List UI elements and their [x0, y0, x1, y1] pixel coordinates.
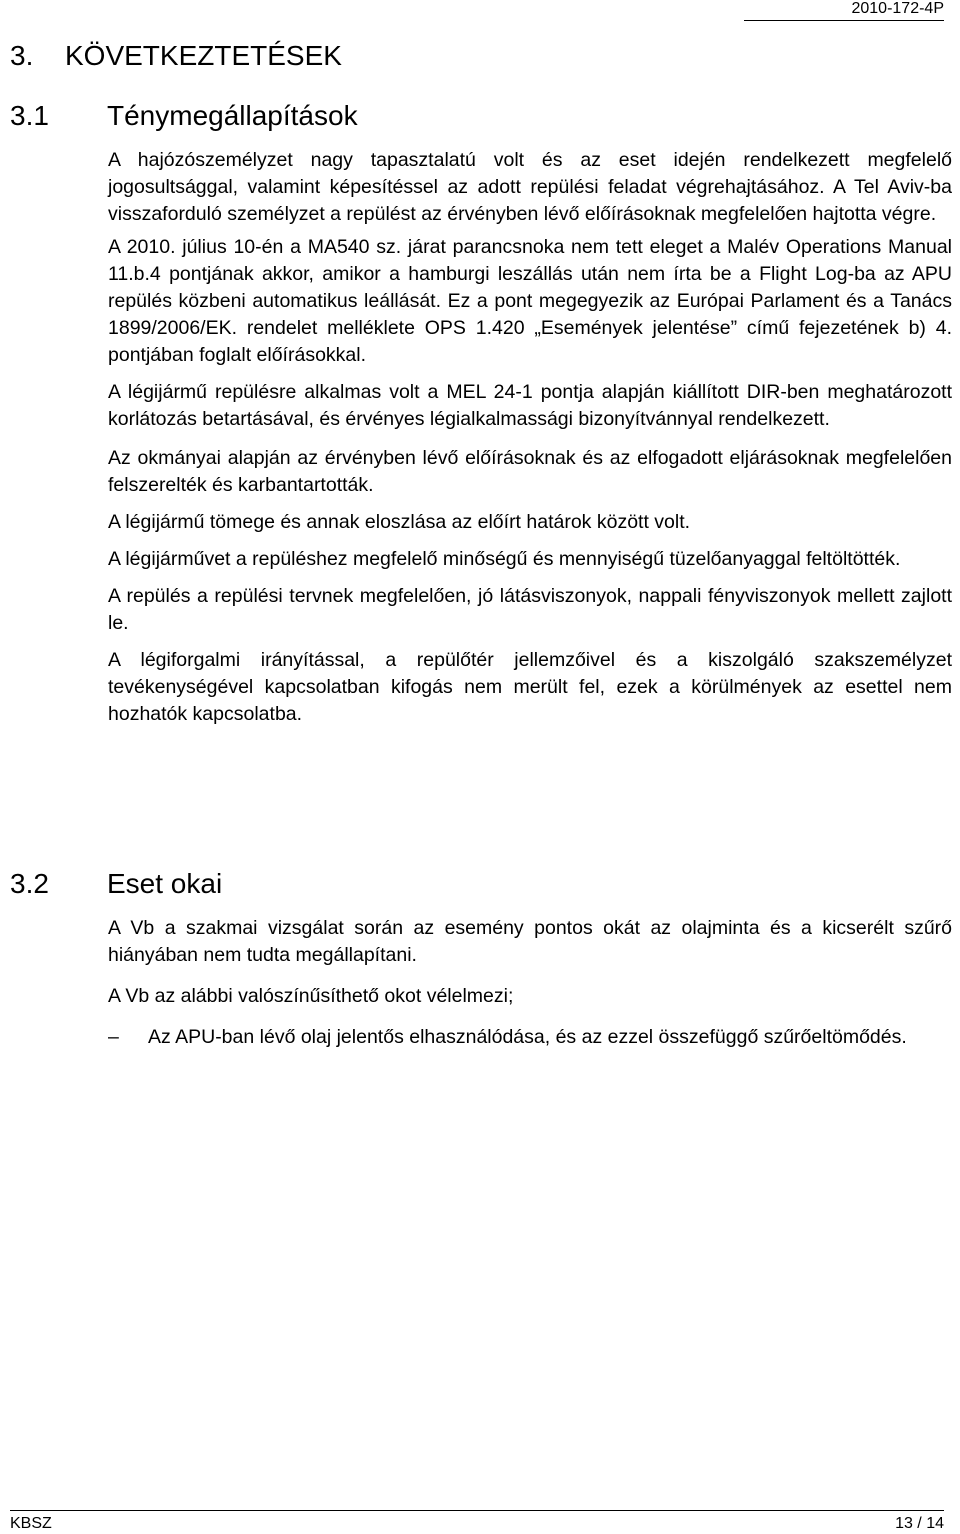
paragraph: A repülés a repülési tervnek megfelelően, jó látásviszonyok, nappali fényviszonyok mellett zajlott le. — [108, 585, 952, 634]
paragraph: A Vb az alábbi valószínűsíthető okot vélelmezi; — [108, 985, 514, 1007]
page-number: 13 / 14 — [895, 1515, 944, 1532]
dash-bullet: – — [108, 1026, 119, 1048]
section-causes-body — [108, 915, 952, 1051]
section-number: 3.2 — [10, 868, 49, 899]
paragraph: A légijárművet a repüléshez megfelelő minőségű és mennyiségű tüzelőanyaggal feltöltötték. — [108, 548, 901, 570]
paragraph: Az okmányai alapján az érvényben lévő előírásoknak és az elfogadott eljárásoknak megfelelően felszerelték és karbantartották. — [108, 447, 952, 496]
section-facts-body — [108, 147, 952, 728]
section-title: Eset okai — [107, 868, 223, 899]
page-footer — [10, 1510, 944, 1532]
paragraph: A 2010. július 10-én a MA540 sz. járat parancsnoka nem tett eleget a Malév Operations Manual 11.b.4 pontjának akkor, amikor a hamburgi leszállás után nem írta be a Flight Log-ba az APU repülés közbeni automatikus leállását. Ez a pont megegyezik az Európai Parlament és a Tanács 1899/2006/EK. rendelet melléklete OPS 1.420 „Események jelentése” című fejezetének b) 4. pontjában foglalt előírásokkal. — [108, 236, 952, 366]
paragraph: A hajózószemélyzet nagy tapasztalatú volt és az eset idején rendelkezett megfelelő jogosultsággal, valamint képesítéssel az adott repülési feladat végrehajtásához. A Tel Aviv-ba visszaforduló személyzet a repülést az érvényben lévő előírásoknak megfelelően hajtotta végre. — [108, 149, 952, 225]
list-item — [108, 1024, 952, 1051]
chapter-title: KÖVETKEZTETÉSEK — [65, 40, 342, 71]
section-number: 3.1 — [10, 100, 49, 131]
paragraph: A légijármű tömege és annak eloszlása az előírt határok között volt. — [108, 511, 691, 533]
paragraph: A Vb a szakmai vizsgálat során az esemény pontos okát az olajminta és a kicserélt szűrő hiányában nem tudta megállapítani. — [108, 917, 952, 966]
chapter-heading — [10, 40, 342, 72]
section-title: Ténymegállapítások — [107, 100, 358, 131]
paragraph: A légijármű repülésre alkalmas volt a MEL 24-1 pontja alapján kiállított DIR-ben meghatározott korlátozás betartásával, és érvényes légialkalmassági bizonyítvánnyal rendelkezett. — [108, 381, 952, 430]
footer-org: KBSZ — [10, 1515, 52, 1532]
section-heading-facts — [10, 100, 358, 132]
document-id: 2010-172-4P — [744, 0, 944, 21]
section-heading-causes — [10, 868, 222, 900]
list-item-text: Az APU-ban lévő olaj jelentős elhasználódása, és az ezzel összefüggő szűrőeltömődés. — [148, 1026, 907, 1048]
paragraph: A légiforgalmi irányítással, a repülőtér jellemzőivel és a kiszolgáló szakszemélyzet tevékenységével kapcsolatban kifogás nem merült fel, ezek a körülmények az esettel nem hozhatók kapcsolatba. — [108, 649, 952, 725]
chapter-number: 3. — [10, 40, 34, 71]
